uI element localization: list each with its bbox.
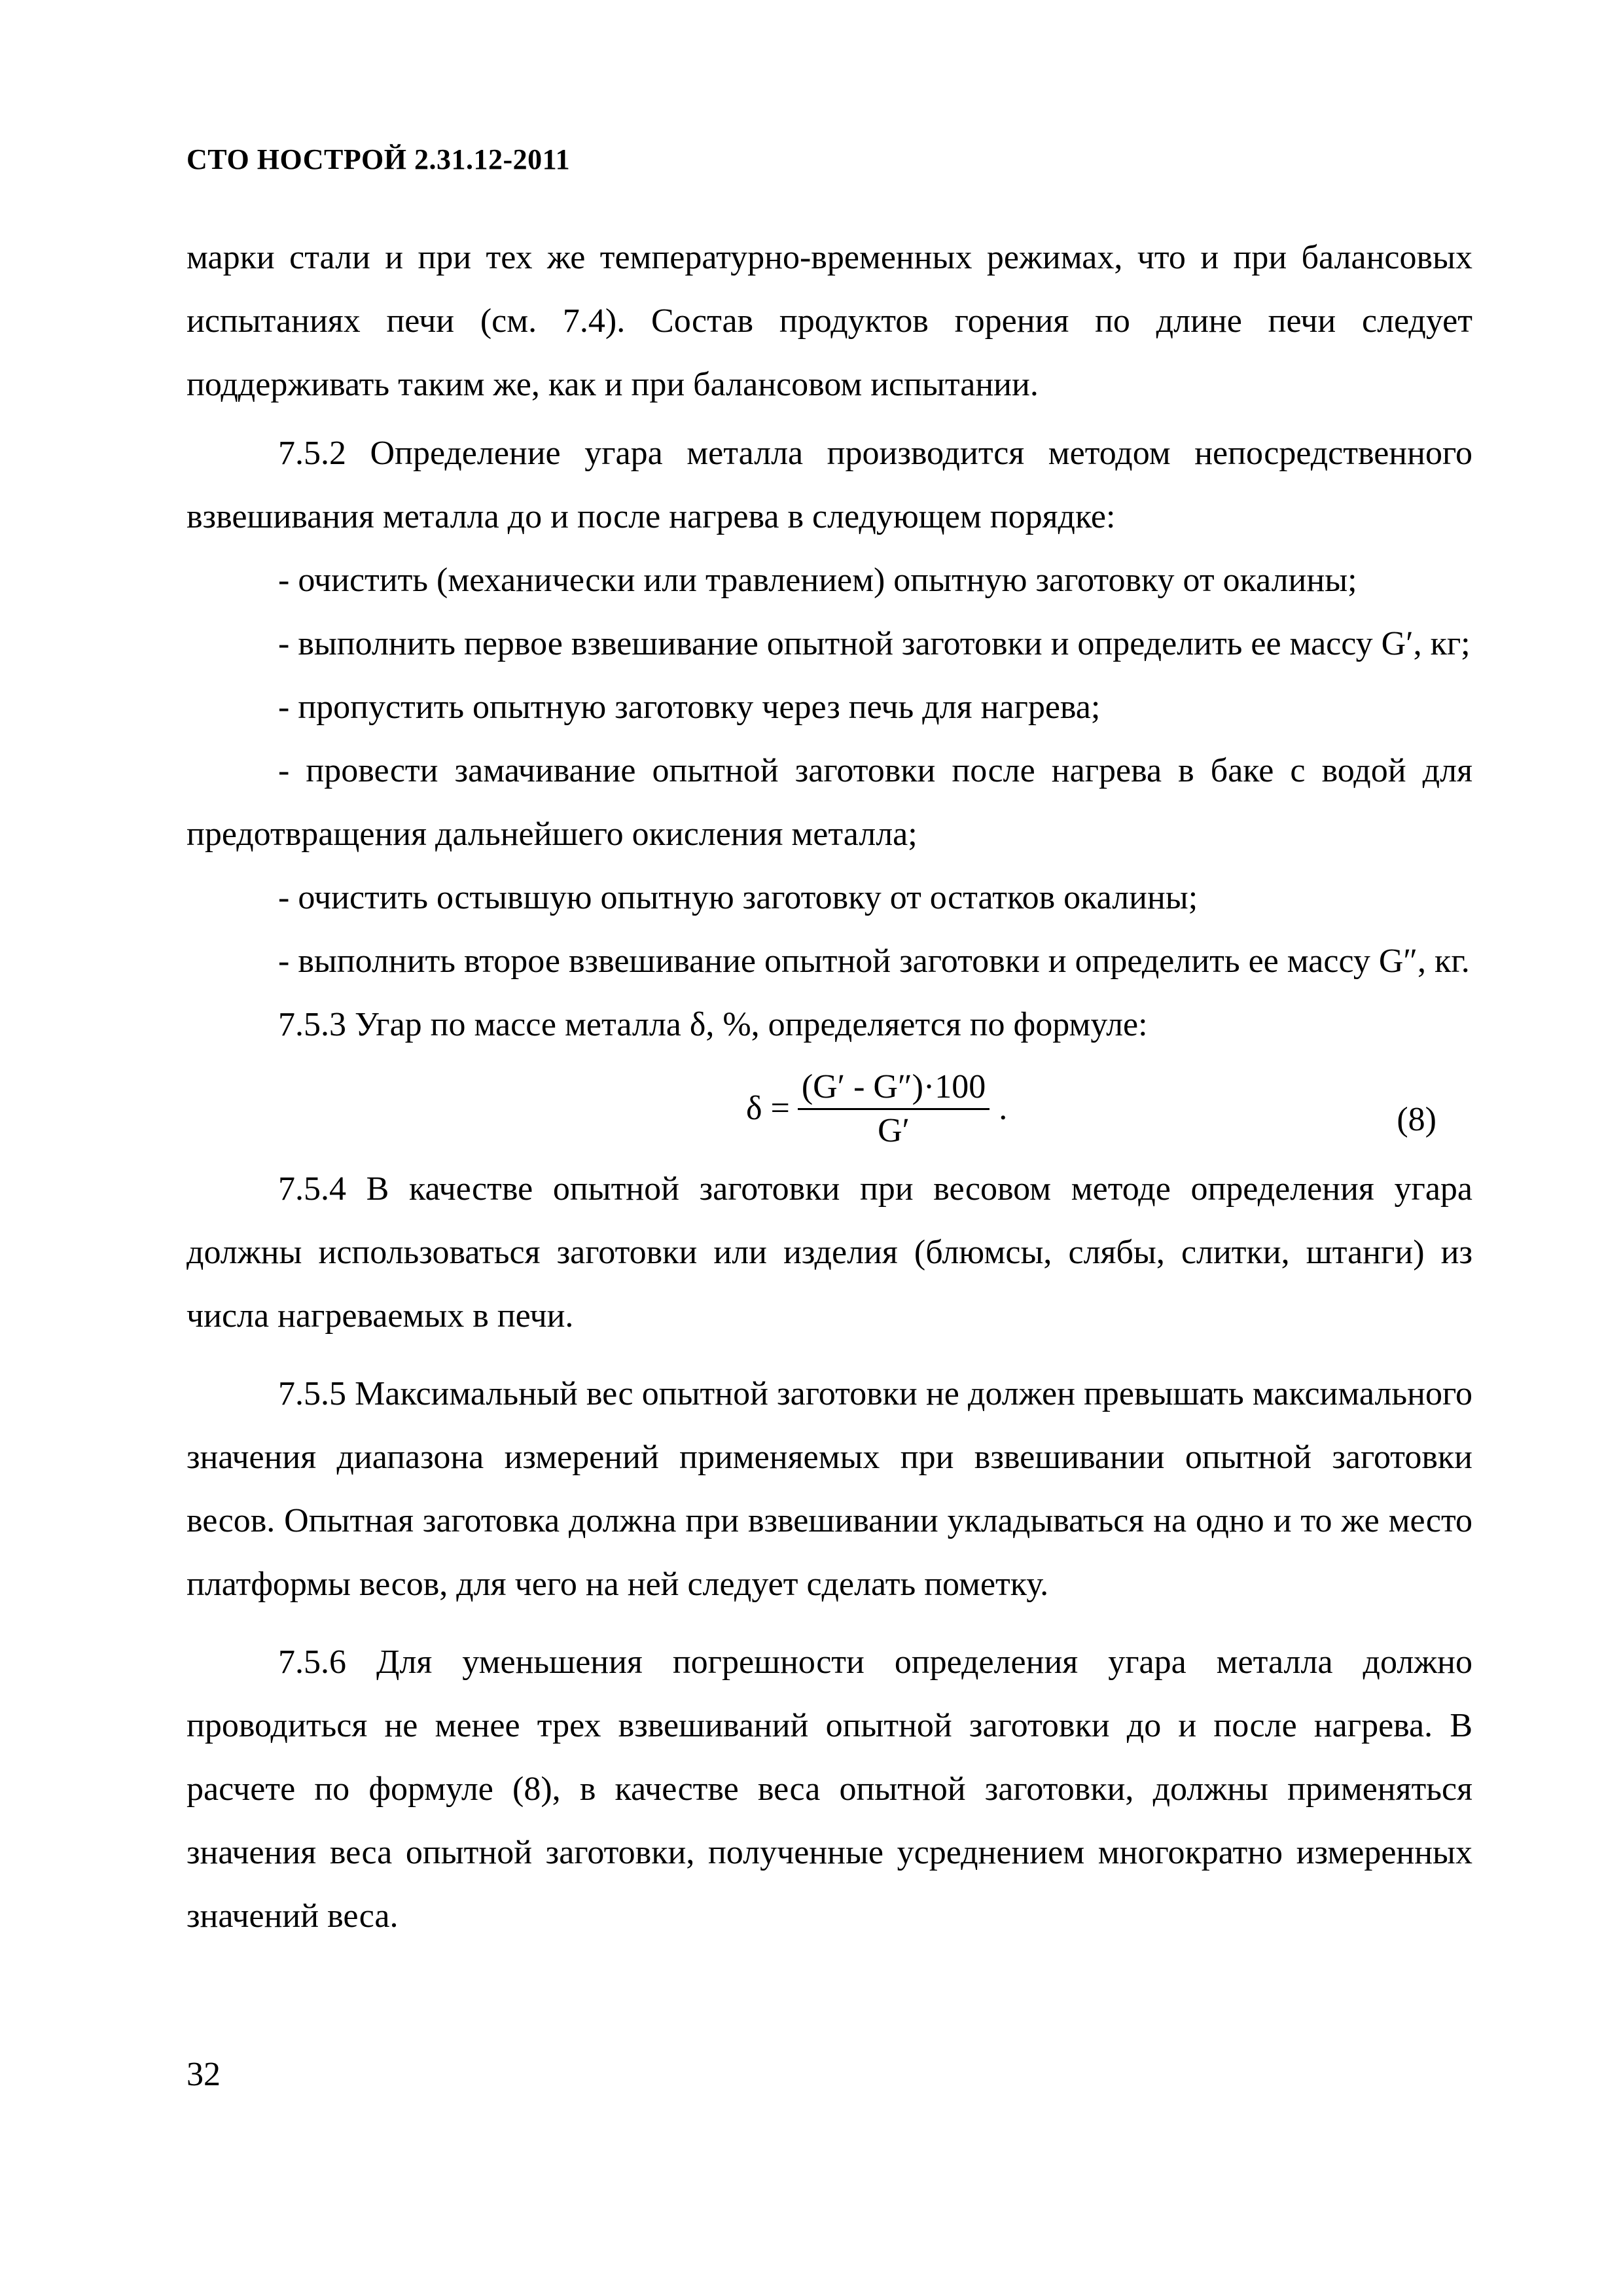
page-number: 32 — [187, 2056, 221, 2093]
paragraph-7-5-2: 7.5.2 Определение угара металла производится методом непосредственного взвешивания металла до и после нагрева в следующем порядке: — [187, 435, 1472, 535]
paragraph-7-5-3: 7.5.3 Угар по массе металла δ, %, определяется по формуле: — [278, 1006, 1148, 1043]
paragraph-7-5-6: 7.5.6 Для уменьшения погрешности определения угара металла должно проводиться не менее трех взвешиваний опытной заготовки до и после нагрева. В расчете по формуле (8), в качестве веса опытной заготовки, должны применяться значения веса опытной заготовки, полученные усреднением многократно измеренных значений веса. — [187, 1643, 1472, 1935]
list-item: - выполнить второе взвешивание опытной заготовки и определить ее массу G″, кг. — [278, 942, 1470, 980]
formula-fraction — [798, 1067, 990, 1151]
document-header: СТО НОСТРОЙ 2.31.12-2011 — [187, 143, 571, 175]
formula — [746, 1060, 1007, 1157]
paragraph-7-5-4: 7.5.4 В качестве опытной заготовки при весовом методе определения угара должны использоваться заготовки или изделия (блюмсы, слябы, слитки, штанги) из числа нагреваемых в печи. — [187, 1170, 1472, 1335]
list-item: - очистить (механически или травлением) опытную заготовку от окалины; — [278, 562, 1357, 599]
formula-numerator: (G′ - G″)·100 — [798, 1067, 990, 1110]
list-item: - выполнить первое взвешивание опытной заготовки и определить ее массу G′, кг; — [278, 625, 1471, 662]
formula-block — [187, 1060, 1472, 1157]
list-item: - пропустить опытную заготовку через печь для нагрева; — [278, 689, 1101, 726]
formula-lhs: δ = — [746, 1090, 790, 1127]
equation-number: (8) — [1397, 1101, 1436, 1138]
formula-denominator: G′ — [878, 1111, 910, 1149]
paragraph-7-5-5: 7.5.5 Максимальный вес опытной заготовки не должен превышать максимального значения диапазона измерений применяемых при взвешивании опытной заготовки весов. Опытная заготовка должна при взвешивании укладываться на одно и то же место платформы весов, для чего на ней следует сделать пометку. — [187, 1375, 1472, 1603]
list-item: - очистить остывшую опытную заготовку от остатков окалины; — [278, 879, 1198, 916]
list-item: - провести замачивание опытной заготовки после нагрева в баке с водой для предотвращения дальнейшего окисления металла; — [187, 752, 1472, 853]
formula-trailing: . — [999, 1090, 1008, 1127]
paragraph-continuation: марки стали и при тех же температурно-временных режимах, что и при балансовых испытаниях печи (см. 7.4). Состав продуктов горения по длине печи следует поддерживать таким же, как и при балансовом испытании. — [187, 239, 1472, 403]
document-body — [187, 226, 1472, 1948]
